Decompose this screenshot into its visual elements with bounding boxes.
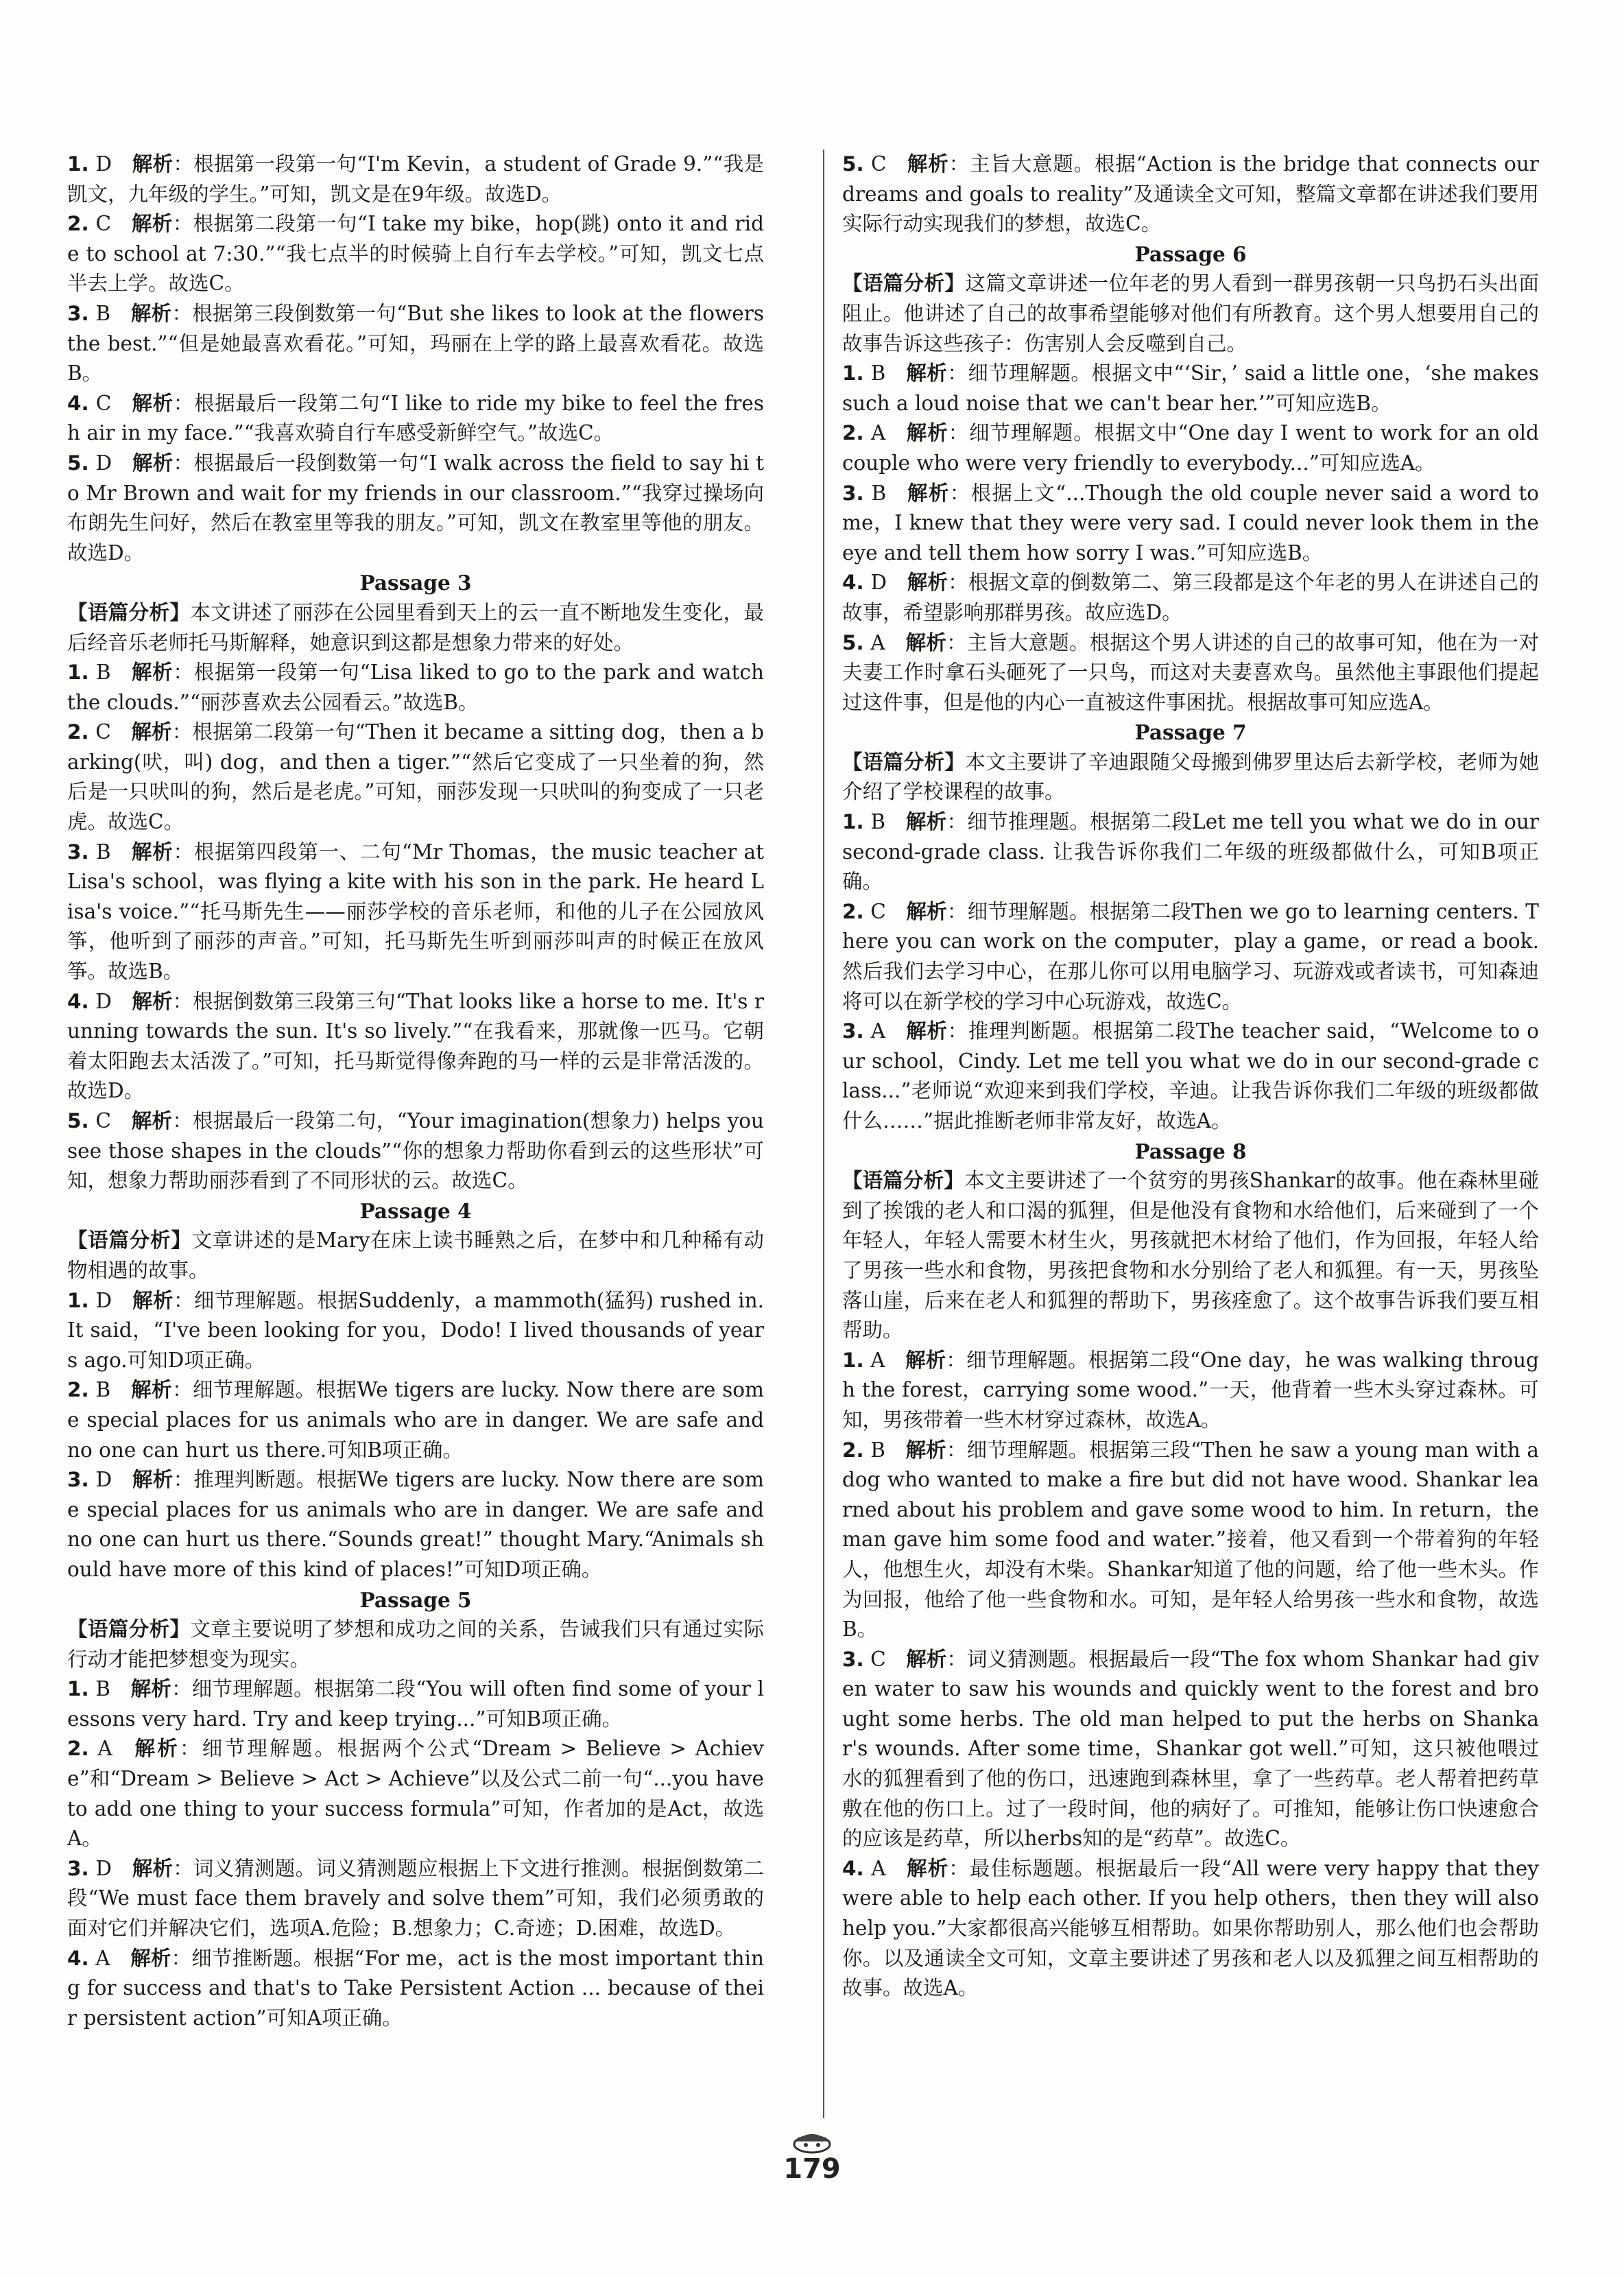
explanation-label: 解析 [132, 1856, 174, 1880]
answer-item [842, 568, 1539, 628]
analysis-tag: 【语篇分析】 [67, 1229, 192, 1253]
answer-item [842, 479, 1539, 569]
answer-letter: D [95, 1856, 112, 1880]
answer-item [67, 1734, 764, 1853]
question-number: 3. [67, 840, 89, 864]
answer-letter: B [95, 661, 111, 685]
question-number: 1. [842, 1348, 864, 1372]
explanation-label: 解析 [131, 391, 174, 415]
explanation-label: 解析 [132, 1737, 180, 1761]
explanation-label: 解析 [130, 1677, 172, 1701]
explanation-text: ：细节推理题。根据第二段Let me tell you what we do in our second-grade class. 让我告诉你我们二年级的班级都做什么，可知B项正确。 [842, 810, 1539, 894]
answer-letter: D [870, 571, 887, 595]
question-number: 2. [67, 212, 89, 236]
right-column [842, 150, 1539, 2004]
question-number: 1. [842, 361, 864, 385]
question-number: 2. [842, 421, 864, 445]
explanation-text: ：根据最后一段第二句“I like to ride my bike to feel the fresh air in my face.”“我喜欢骑自行车感受新鲜空气。”故选C。 [67, 391, 764, 445]
explanation-text: ：细节推断题。根据“For me，act is the most important thing for success and that's to Take Persistent Action ... because of their persistent action”可知A项正确。 [67, 1946, 764, 2030]
question-number: 2. [67, 720, 89, 744]
question-number: 4. [842, 1856, 864, 1880]
explanation-text: ：细节理解题。根据Suddenly，a mammoth(猛犸) rushed in. It said，“I've been looking for you，Dodo! I lived thousands of years ago.可知D项正确。 [67, 1288, 764, 1372]
explanation-label: 解析 [905, 1438, 946, 1462]
answer-item [842, 418, 1539, 478]
answer-item [842, 1017, 1539, 1136]
answer-item [67, 150, 764, 209]
question-number: 1. [67, 152, 89, 176]
answer-item [842, 1645, 1539, 1854]
passage-analysis [842, 748, 1539, 807]
answer-item [67, 1106, 764, 1196]
passage-analysis [67, 598, 764, 658]
explanation-text: ：词义猜测题。根据最后一段“The fox whom Shankar had given water to saw his wounds and quickly went to the forest and brought some herbs. The old man helped to put the herbs on Shankar's wounds. After some time，Shankar got well.”可知，这只被他喂过水的狐狸看到了他的伤口，迅速跑到森林里，拿了一些药草。老人帮着把药草敷在他的伤口上。过了一段时间，他的病好了。可推知，能够让伤口快速愈合的应该是药草，所以herbs知的是“药草”。故选C。 [842, 1647, 1539, 1851]
question-number: 1. [842, 810, 864, 834]
answer-item [67, 449, 764, 568]
answer-letter: B [871, 481, 887, 505]
column-divider [823, 150, 824, 2118]
answer-letter: C [870, 152, 887, 176]
answer-letter: C [95, 391, 112, 415]
question-number: 2. [842, 899, 864, 923]
explanation-label: 解析 [905, 1019, 948, 1043]
explanation-label: 解析 [905, 361, 948, 385]
explanation-label: 解析 [132, 989, 173, 1013]
answer-letter: B [870, 361, 886, 385]
question-number: 5. [842, 152, 864, 176]
explanation-label: 解析 [132, 1288, 174, 1312]
question-number: 5. [842, 630, 864, 654]
answer-item [67, 658, 764, 717]
explanation-label: 解析 [132, 451, 174, 475]
analysis-text: 文章讲述的是Mary在床上读书睡熟之后，在梦中和几种稀有动物相遇的故事。 [67, 1229, 764, 1282]
question-number: 1. [67, 1677, 89, 1701]
explanation-text: ：推理判断题。根据第二段The teacher said，“Welcome to our school，Cindy. Let me tell you what we do in our second-grade class...”老师说“欢迎来到我们学校，辛迪。让我告诉你我们二年级的班级都做什么……”据此推断老师非常友好，故选A。 [842, 1019, 1539, 1132]
answer-letter: D [95, 1468, 112, 1492]
explanation-text: ：细节理解题。根据两个公式“Dream > Believe > Achieve”和“Dream > Believe > Act > Achieve”以及公式二前一句“...you have to add one thing to your success formula”可知，作者加的是Act，故选A。 [67, 1737, 764, 1851]
answer-item [67, 1375, 764, 1465]
explanation-label: 解析 [906, 481, 950, 505]
answer-item [842, 897, 1539, 1017]
answer-letter: A [871, 421, 886, 445]
explanation-text: ：根据最后一段倒数第一句“I walk across the field to say hi to Mr Brown and wait for my friends in our classroom.”“我穿过操场向布朗先生问好，然后在教室里等我的朋友。”可知，凯文在教室里等他的朋友。故选D。 [67, 451, 764, 565]
explanation-text: ：细节理解题。根据第二段“One day，he was walking through the forest，carrying some wood.”一天，他背着一些木头穿过森林。可知，男孩带着一些木材穿过森林，故选A。 [842, 1348, 1539, 1432]
explanation-text: ：最佳标题题。根据最后一段“All were very happy that they were able to help each other. If you help others，then they will also help you.”大家都很高兴能够互相帮助。如果你帮助别人，那么他们也会帮助你。以及通读全文可知，文章主要讲述了男孩和老人以及狐狸之间互相帮助的故事。故选A。 [842, 1856, 1539, 2000]
answer-item [842, 150, 1539, 239]
explanation-label: 解析 [905, 810, 947, 834]
answer-letter: D [95, 451, 112, 475]
explanation-text: ：根据第四段第一、二句“Mr Thomas，the music teacher at Lisa's school，was flying a kite with his son in the park. He heard Lisa's voice.”“托马斯先生——丽莎学校的音乐老师，和他的儿子在公园放风筝，他听到了丽莎的声音。”可知，托马斯先生听到丽莎叫声的时候正在放风筝。故选B。 [67, 840, 764, 984]
explanation-text: ：根据第一段第一句“Lisa liked to go to the park and watch the clouds.”“丽莎喜欢去公园看云。”故选B。 [67, 661, 764, 714]
explanation-label: 解析 [131, 212, 173, 236]
explanation-label: 解析 [131, 661, 174, 685]
explanation-label: 解析 [130, 1378, 173, 1402]
explanation-label: 解析 [131, 840, 174, 864]
answer-letter: A [870, 630, 885, 654]
explanation-label: 解析 [131, 1109, 173, 1132]
explanation-label: 解析 [130, 301, 172, 325]
question-number: 5. [67, 1109, 89, 1132]
explanation-text: ：根据文章的倒数第二、第三段都是这个年老的男人在讲述自己的故事，希望影响那群男孩。故应选D。 [842, 571, 1539, 624]
answer-letter: B [95, 1378, 111, 1402]
question-number: 2. [67, 1378, 89, 1402]
answer-letter: A [870, 1348, 885, 1372]
answer-letter: B [95, 840, 111, 864]
analysis-tag: 【语篇分析】 [842, 750, 966, 774]
explanation-text: ：根据第二段第一句“I take my bike，hop(跳) onto it and ride to school at 7:30.”“我七点半的时候骑上自行车去学校。”可知，凯文七点半去上学。故选C。 [67, 212, 764, 296]
explanation-text: ：根据倒数第三段第三句“That looks like a horse to me. It's running towards the sun. It's so lively.”“在我看来，那就像一匹马。它朝着太阳跑去太活泼了。”可知，托马斯觉得像奔跑的马一样的云是非常活泼的。故选D。 [67, 989, 764, 1103]
analysis-text: 文章主要说明了梦想和成功之间的关系，告诫我们只有通过实际行动才能把梦想变为现实。 [67, 1617, 764, 1671]
explanation-text: ：根据最后一段第二句，“Your imagination(想象力) helps you see those shapes in the clouds”“你的想象力帮助你看到云的这些形状”可知，想象力帮助丽莎看到了不同形状的云。故选C。 [67, 1109, 764, 1193]
question-number: 3. [842, 1647, 864, 1671]
explanation-text: ：主旨大意题。根据“Action is the bridge that connects our dreams and goals to reality”及通读全文可知，整篇文章都在讲述我们要用实际行动实现我们的梦想，故选C。 [842, 152, 1539, 236]
explanation-label: 解析 [132, 152, 174, 176]
question-number: 4. [67, 989, 89, 1013]
answer-item [67, 987, 764, 1106]
explanation-label: 解析 [906, 1647, 947, 1671]
answer-letter: C [870, 899, 886, 923]
explanation-label: 解析 [905, 1348, 946, 1372]
explanation-text: ：根据第二段第一句“Then it became a sitting dog，then a barking(吠，叫) dog，and then a tiger.”“然后它变成了一只坐着的狗，然后是一只吠叫的狗，然后是老虎。”可知，丽莎发现一只吠叫的狗变成了一只老虎。故选C。 [67, 720, 764, 834]
question-number: 3. [842, 1019, 864, 1043]
question-number: 2. [67, 1737, 89, 1761]
analysis-text: 本文主要讲了辛迪跟随父母搬到佛罗里达后去新学校，老师为她介绍了学校课程的故事。 [842, 750, 1539, 804]
answer-item [842, 359, 1539, 418]
explanation-label: 解析 [130, 1946, 171, 1970]
answer-letter: C [95, 1109, 111, 1132]
page-footer [743, 2126, 881, 2188]
explanation-text: ：根据上文“...Though the old couple never said a word to me，I knew that they were very sad. I could never look them in the eye and tell them how sorry I was.”可知应选B。 [842, 481, 1539, 565]
explanation-label: 解析 [907, 152, 949, 176]
answer-letter: B [95, 1677, 110, 1701]
explanation-label: 解析 [906, 899, 947, 923]
answer-item [67, 1674, 764, 1734]
answer-letter: B [870, 810, 886, 834]
passage-analysis [842, 1166, 1539, 1346]
analysis-text: 这篇文章讲述一位年老的男人看到一群男孩朝一只鸟扔石头出面阻止。他讲述了自己的故事希望能够对他们有所教育。这个男人想要用自己的故事告诉这些孩子：伤害别人会反噬到自己。 [842, 272, 1539, 355]
answer-letter: A [97, 1737, 112, 1761]
answer-item [842, 1854, 1539, 2004]
explanation-label: 解析 [906, 1856, 949, 1880]
answer-item [67, 1286, 764, 1376]
explanation-label: 解析 [907, 571, 948, 595]
explanation-text: ：根据第三段倒数第一句“But she likes to look at the flowers the best.”“但是她最喜欢看花。”可知，玛丽在上学的路上最喜欢看花。故选B。 [67, 301, 764, 385]
question-number: 4. [67, 391, 89, 415]
question-number: 3. [67, 1856, 89, 1880]
answer-item [67, 209, 764, 299]
passage-title: Passage 5 [359, 1587, 472, 1612]
passage-title: Passage 7 [1134, 720, 1247, 745]
analysis-tag: 【语篇分析】 [842, 1169, 965, 1193]
analysis-text: 本文主要讲述了一个贫穷的男孩Shankar的故事。他在森林里碰到了挨饿的老人和口渴的狐狸，但是他没有食物和水给他们，后来碰到了一个年轻人，年轻人需要木材生火，男孩就把木材给了他们，作为回报，年轻人给了男孩一些水和食物，男孩把食物和水分别给了老人和狐狸。有一天，男孩坠落山崖，后来在老人和狐狸的帮助下，男孩痊愈了。这个故事告诉我们要互相帮助。 [842, 1169, 1539, 1342]
answer-letter: D [95, 1288, 112, 1312]
answer-item [67, 389, 764, 449]
explanation-text: ：细节理解题。根据第三段“Then he saw a young man with a dog who wanted to make a fire but did not have wood. Shankar learned about his problem and gave some wood to him. In return，the man gave him some food and water.”接着，他又看到一个带着狗的年轻人，他想生火，却没有木柴。Shankar知道了他的问题，给了他一些木头。作为回报，他给了他一些食物和水。可知，是年轻人给男孩一些水和食物，故选B。 [842, 1438, 1539, 1641]
explanation-label: 解析 [905, 421, 948, 445]
question-number: 5. [67, 451, 89, 475]
passage-title: Passage 3 [359, 571, 472, 595]
left-column [67, 150, 764, 2033]
passage-analysis [67, 1615, 764, 1674]
answer-item [842, 807, 1539, 897]
explanation-text: ：细节理解题。根据文中“One day I went to work for an old couple who were very friendly to everybody...”可知应选A。 [842, 421, 1539, 475]
passage-title: Passage 4 [359, 1198, 472, 1223]
explanation-text: ：推理判断题。根据We tigers are lucky. Now there are some special places for us animals who are in danger. We are safe and no one can hurt us there.“Sounds great!” thought Mary.“Animals should have more of this kind of places!”可知D项正确。 [67, 1468, 764, 1581]
passage-title: Passage 6 [1134, 241, 1247, 266]
answer-item [67, 299, 764, 389]
question-number: 1. [67, 1288, 89, 1312]
answer-letter: A [871, 1856, 886, 1880]
explanation-label: 解析 [905, 630, 947, 654]
answer-letter: D [95, 152, 112, 176]
explanation-label: 解析 [131, 720, 172, 744]
answer-letter: A [870, 1019, 886, 1043]
passage-analysis [67, 1226, 764, 1285]
answer-item [842, 628, 1539, 718]
answer-item [842, 1436, 1539, 1645]
mascot-icon [785, 2126, 839, 2154]
analysis-tag: 【语篇分析】 [842, 272, 966, 296]
answer-letter: D [95, 989, 112, 1013]
page-number: 179 [783, 2153, 841, 2185]
answer-letter: A [95, 1946, 110, 1970]
analysis-text: 本文讲述了丽莎在公园里看到天上的云一直不断地发生变化，最后经音乐老师托马斯解释，她意识到这都是想象力带来的好处。 [67, 600, 764, 654]
answer-item [67, 838, 764, 987]
question-number: 3. [842, 481, 864, 505]
answer-letter: B [870, 1438, 885, 1462]
question-number: 1. [67, 661, 89, 685]
answer-item [67, 1854, 764, 1944]
analysis-tag: 【语篇分析】 [67, 600, 191, 624]
explanation-text: ：细节理解题。根据第二段“You will often find some of your lessons very hard. Try and keep trying...”可知B项正确。 [67, 1677, 764, 1731]
passage-title: Passage 8 [1134, 1139, 1247, 1163]
explanation-text: ：细节理解题。根据第二段Then we go to learning centers. There you can work on the computer，play a game，or read a book. 然后我们去学习中心，在那儿你可以用电脑学习、玩游戏或者读书，可知森迪将可以在新学校的学习中心玩游戏，故选C。 [842, 899, 1539, 1013]
question-number: 2. [842, 1438, 864, 1462]
answer-item [67, 1465, 764, 1585]
passage-analysis [842, 269, 1539, 359]
answer-letter: C [95, 720, 111, 744]
explanation-text: ：主旨大意题。根据这个男人讲述的自己的故事可知，他在为一对夫妻工作时拿石头砸死了一只鸟，而这对夫妻喜欢鸟。虽然他主事跟他们提起过这件事，但是他的内心一直被这件事困扰。根据故事可知应选A。 [842, 630, 1539, 714]
question-number: 4. [67, 1946, 89, 1970]
analysis-tag: 【语篇分析】 [67, 1617, 191, 1641]
explanation-text: ：细节理解题。根据文中“‘Sir，’ said a little one，‘she makes such a loud noise that we can't bear her.’”可知应选B。 [842, 361, 1539, 415]
explanation-text: ：词义猜测题。词义猜测题应根据上下文进行推测。根据倒数第二段“We must face them bravely and solve them”可知，我们必须勇敢的面对它们并解决它们，选项A.危险；B.想象力；C.奇迹；D.困难，故选D。 [67, 1856, 764, 1941]
answer-item [67, 1944, 764, 2034]
answer-item [842, 1346, 1539, 1436]
explanation-label: 解析 [132, 1468, 174, 1492]
answer-item [67, 717, 764, 837]
question-number: 3. [67, 301, 89, 325]
answer-letter: C [870, 1647, 886, 1671]
question-number: 4. [842, 571, 864, 595]
answer-letter: B [95, 301, 111, 325]
explanation-text: ：根据第一段第一句“I'm Kevin，a student of Grade 9.”“我是凯文，九年级的学生。”可知，凯文是在9年级。故选D。 [67, 152, 764, 206]
answer-letter: C [95, 212, 112, 236]
explanation-text: ：细节理解题。根据We tigers are lucky. Now there are some special places for us animals who are in danger. We are safe and no one can hurt us there.可知B项正确。 [67, 1378, 764, 1462]
question-number: 3. [67, 1468, 89, 1492]
